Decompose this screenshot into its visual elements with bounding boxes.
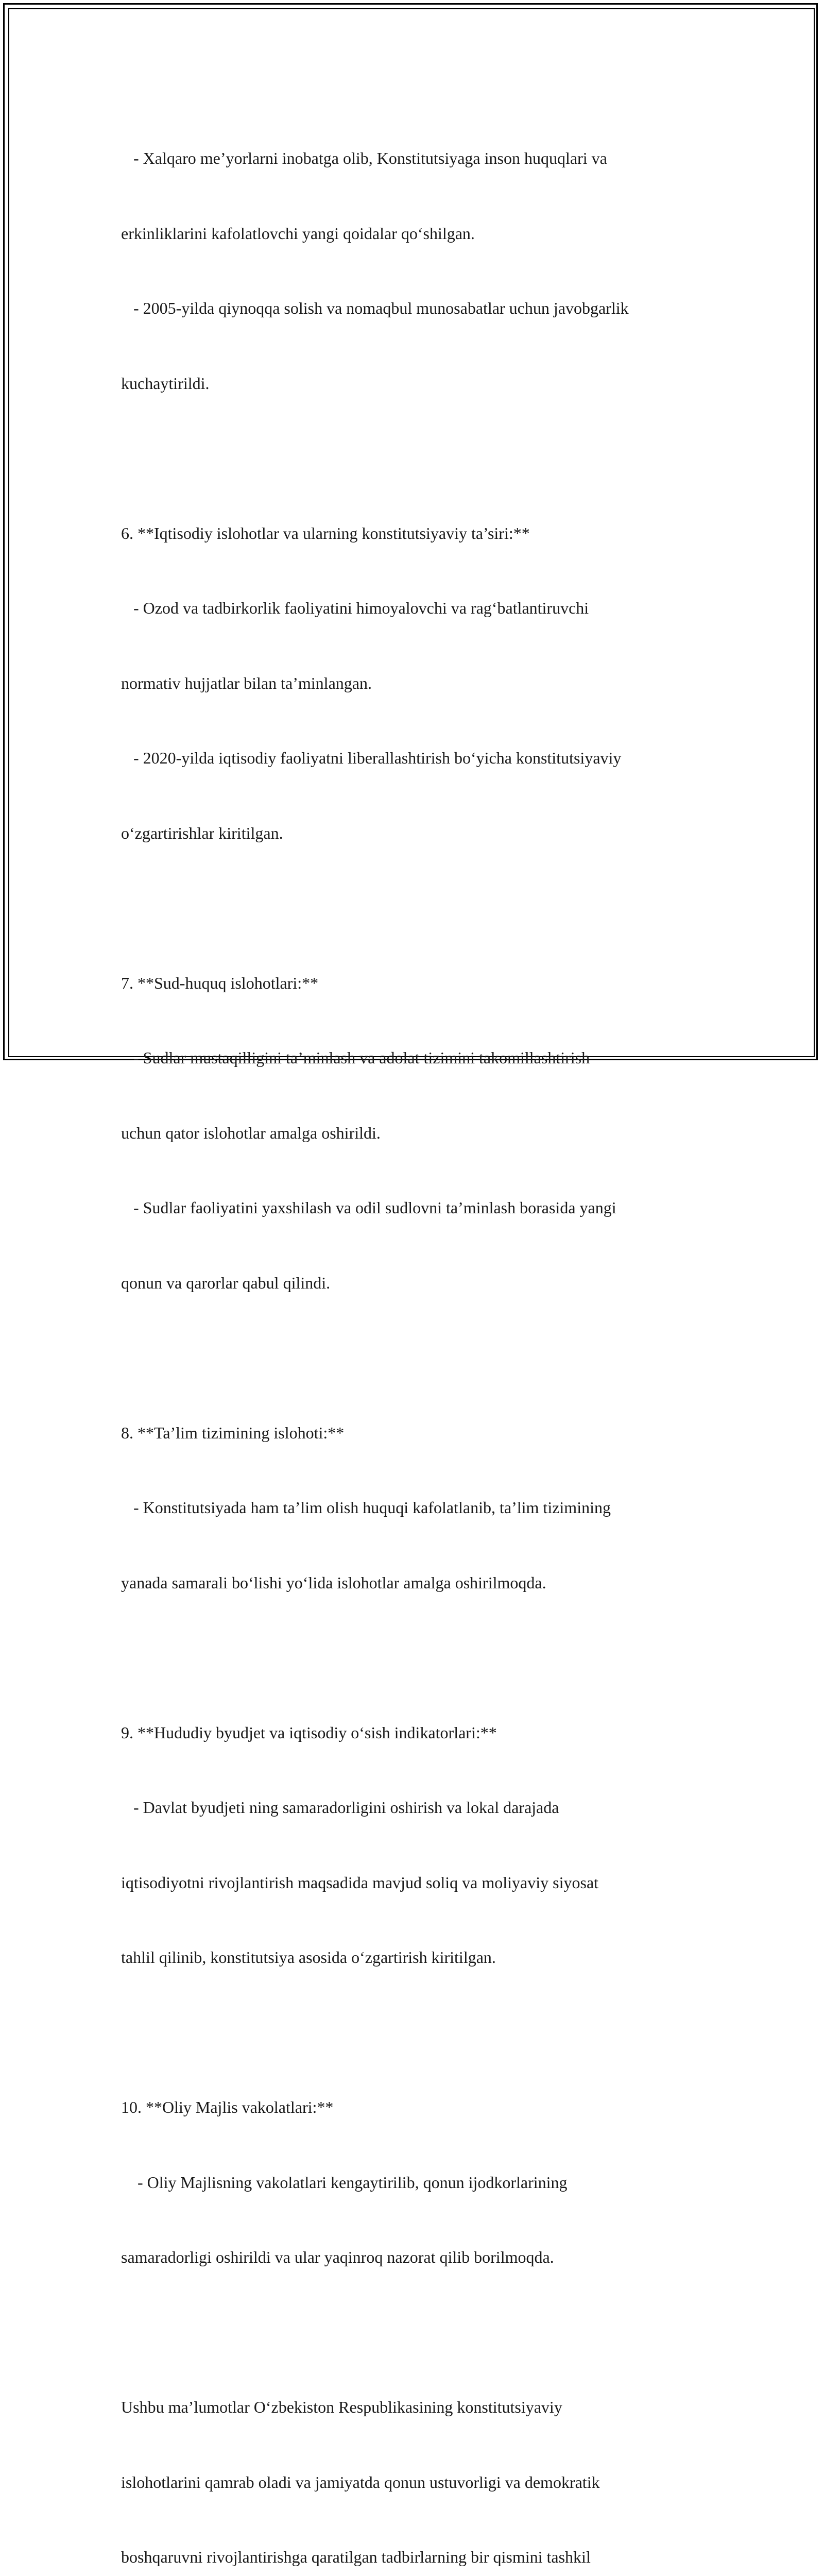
blank-line [121, 1345, 718, 1370]
text-line: erkinliklarini kafolatlovchi yangi qoidalar qo‘shilgan. [121, 224, 475, 243]
text-line: - 2020-yilda iqtisodiy faoliyatni liberallashtirish bo‘yicha konstitutsiyaviy [121, 749, 622, 767]
text-line: - Oliy Majlisning vakolatlari kengaytirilib, qonun ijodkorlarining [121, 2173, 568, 2192]
conclusion-line: islohotlarini qamrab oladi va jamiyatda qonun ustuvorligi va demokratik [121, 2472, 600, 2492]
conclusion-line: Ushbu ma’lumotlar O‘zbekiston Respublikasining konstitutsiyaviy [121, 2398, 562, 2416]
text-line: yanada samarali bo‘lishi yo‘lida islohotlar amalga oshirilmoqda. [121, 1573, 546, 1592]
blank-line [121, 1645, 718, 1670]
text-line: normativ hujjatlar bilan ta’minlangan. [121, 673, 372, 692]
conclusion-line: boshqaruvni rivojlantirishga qaratilgan tadbirlarning bir qismini tashkil [121, 2548, 591, 2566]
text-line: uchun qator islohotlar amalga oshirildi. [121, 1123, 381, 1142]
text-line: kuchaytirildi. [121, 374, 210, 393]
section-heading-10: 10. **Oliy Majlis vakolatlari:** [121, 2098, 334, 2116]
text-line: o‘zgartirishlar kiritilgan. [121, 823, 283, 842]
text-line: - Konstitutsiyada ham ta’lim olish huquqi kafolatlanib, ta’lim tizimining [121, 1498, 611, 1517]
document-body [121, 96, 718, 2576]
section-heading-9: 9. **Hududiy byudjet va iqtisodiy o‘sish indikatorlari:** [121, 1723, 497, 1742]
blank-line [121, 2020, 718, 2045]
text-line: - Davlat byudjeti ning samaradorligini oshirish va lokal darajada [121, 1798, 559, 1817]
text-line: - Ozod va tadbirkorlik faoliyatini himoyalovchi va rag‘batlantiruvchi [121, 599, 589, 617]
blank-line [121, 895, 718, 921]
text-line: - Xalqaro me’yorlarni inobatga olib, Konstitutsiyaga inson huquqlari va [121, 149, 607, 167]
text-line: tahlil qilinib, konstitutsiya asosida o‘zgartirish kiritilgan. [121, 1948, 496, 1967]
blank-line [121, 2320, 718, 2345]
blank-line [121, 446, 718, 471]
text-line: - Sudlar faoliyatini yaxshilash va odil sudlovni ta’minlash borasida yangi [121, 1198, 616, 1217]
text-line: - Sudlar mustaqilligini ta’minlash va adolat tizimini takomillashtirish [121, 1048, 590, 1067]
text-line: qonun va qarorlar qabul qilindi. [121, 1273, 331, 1292]
text-line: - 2005-yilda qiynoqqa solish va nomaqbul munosabatlar uchun javobgarlik [121, 299, 629, 317]
text-line: iqtisodiyotni rivojlantirish maqsadida mavjud soliq va moliyaviy siyosat [121, 1873, 599, 1892]
text-line: samaradorligi oshirildi va ular yaqinroq nazorat qilib borilmoqda. [121, 2248, 554, 2266]
section-heading-7: 7. **Sud-huquq islohotlari:** [121, 973, 319, 992]
section-heading-8: 8. **Ta’lim tizimining islohoti:** [121, 1423, 345, 1442]
section-heading-6: 6. **Iqtisodiy islohotlar va ularning konstitutsiyaviy ta’siri:** [121, 523, 530, 543]
